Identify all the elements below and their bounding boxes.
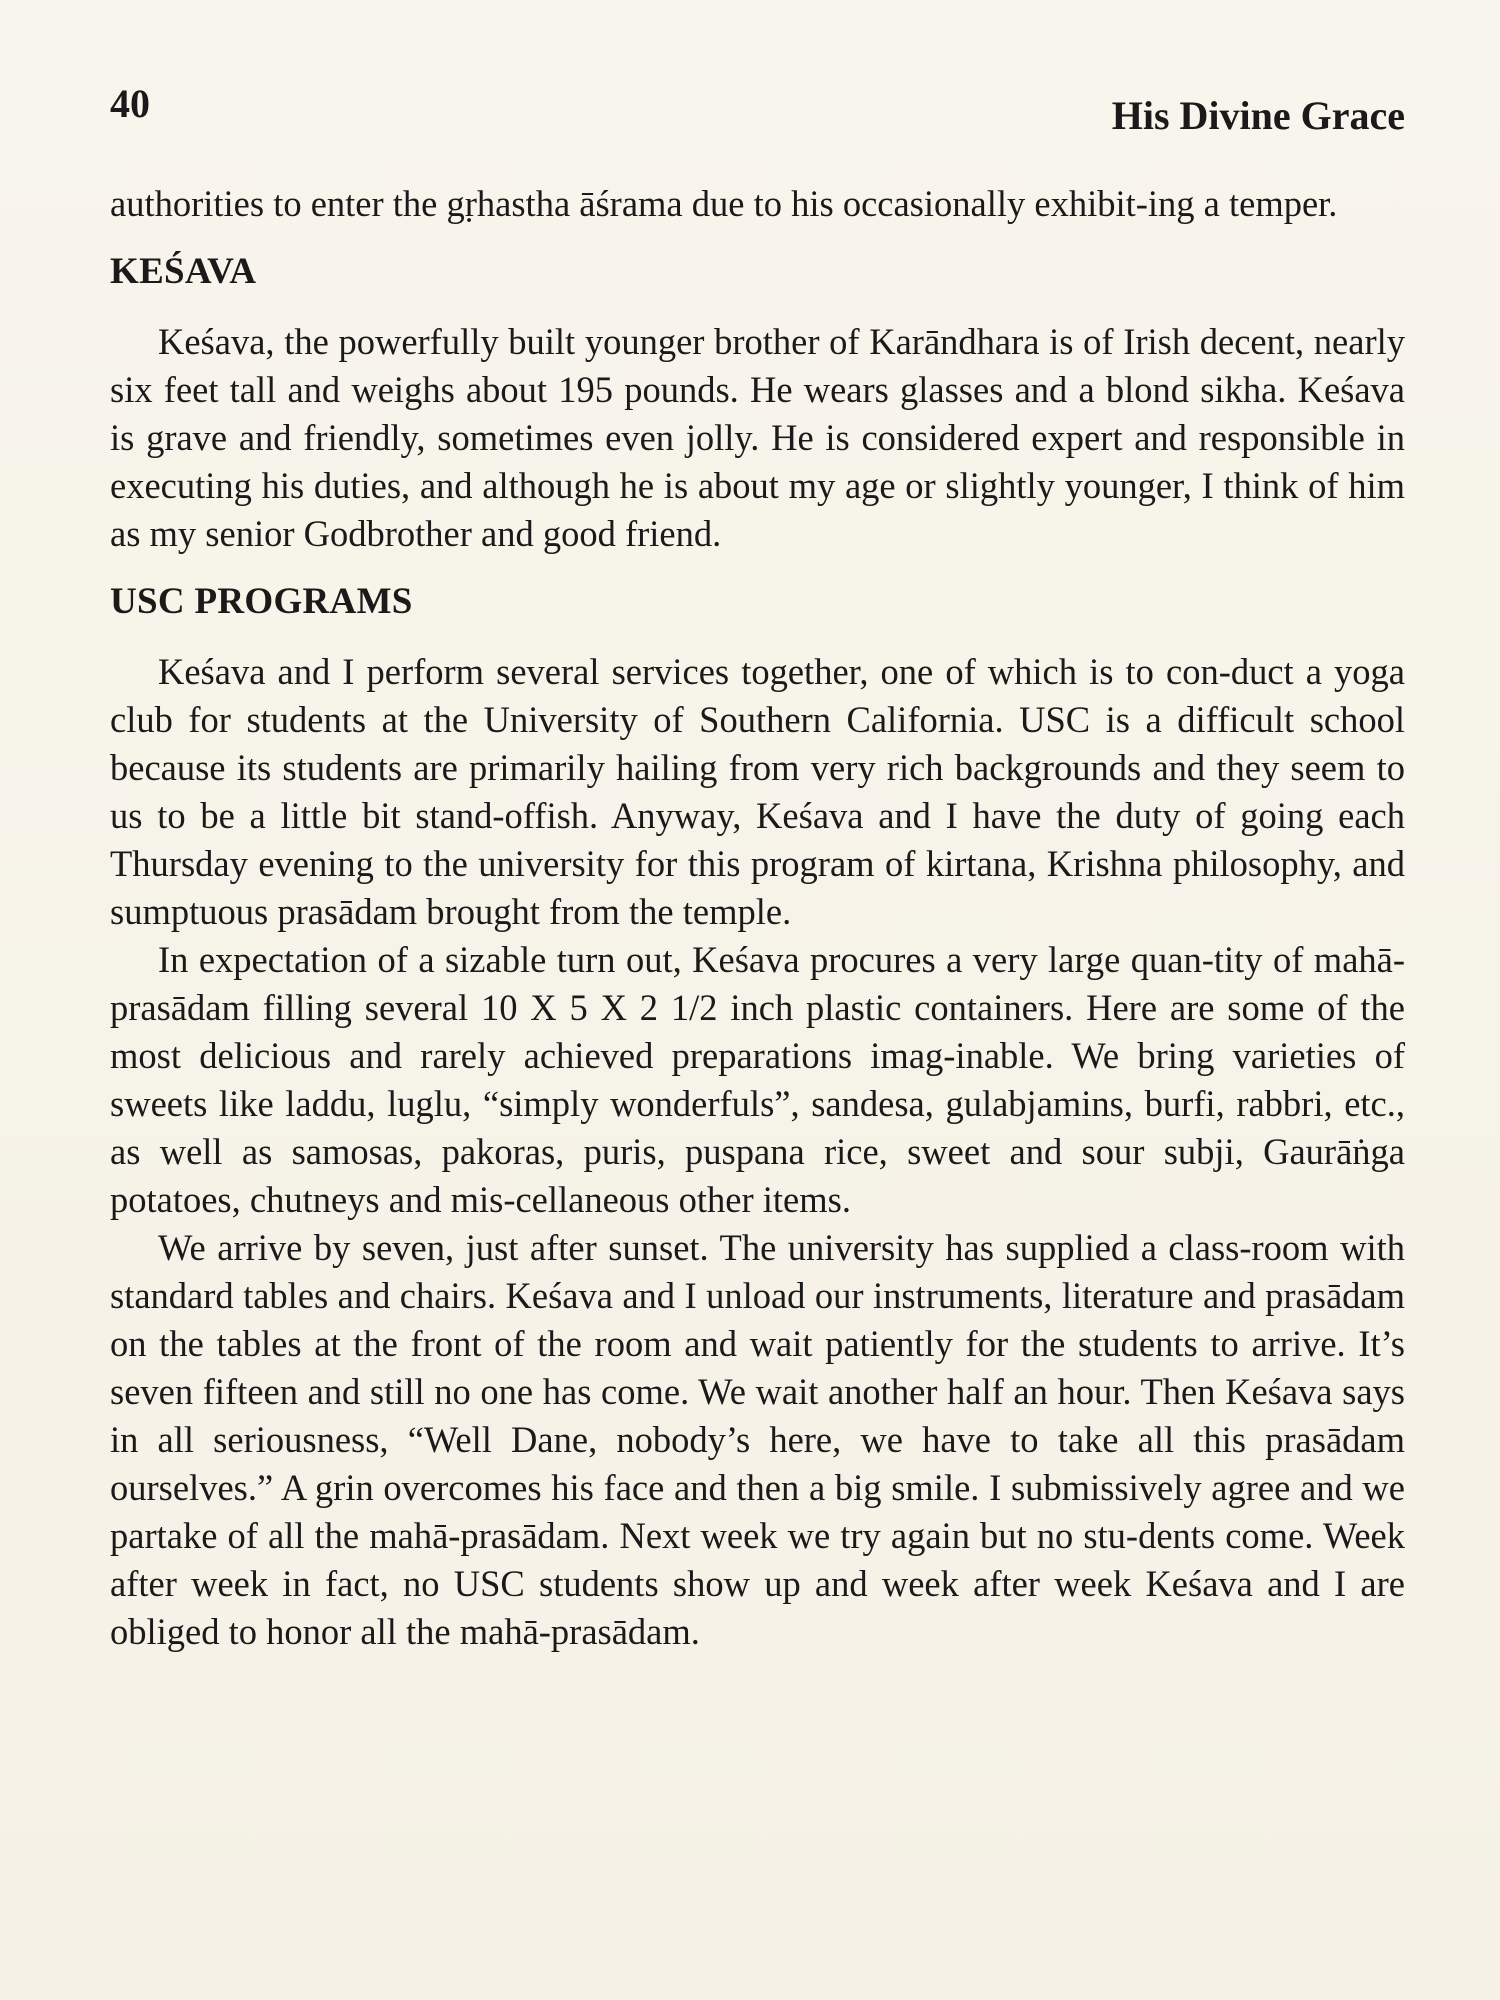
section-heading-usc-programs: USC PROGRAMS: [110, 581, 413, 622]
page-body: [110, 180, 1405, 1656]
running-head: His Divine Grace: [1111, 93, 1405, 138]
paragraph-usc-3: We arrive by seven, just after sunset. The university has supplied a class-room with standard tables and chairs. Keśava and I unload our instruments, literature and prasādam on the tables at the front of the room and wait patiently for the students to arrive. It’s seven fifteen and still no one has come. We wait another half an hour. Then Keśava says in all seriousness, “Well Dane, nobody’s here, we have to take all this prasādam ourselves.” A grin overcomes his face and then a big smile. I submissively agree and we partake of all the mahā-prasādam. Next week we try again but no stu-dents come. Week after week in fact, no USC students show up and week after week Keśava and I are obliged to honor all the mahā-prasādam.: [110, 1227, 1405, 1652]
paragraph-usc-1: Keśava and I perform several services together, one of which is to con-duct a yoga club for students at the University of Southern California. USC is a difficult school because its students are primarily hailing from very rich backgrounds and they seem to us to be a little bit stand-offish. Anyway, Keśava and I have the duty of going each Thursday evening to the university for this program of kirtana, Krishna philosophy, and sumptuous prasādam brought from the temple.: [110, 651, 1405, 932]
paragraph-intro: authorities to enter the gṛhastha āśrama due to his occasionally exhibit-ing a temper.: [110, 183, 1338, 224]
section-heading-kesava: KEŚAVA: [110, 251, 257, 292]
paragraph-kesava: Keśava, the powerfully built younger brother of Karāndhara is of Irish decent, nearly six feet tall and weighs about 195 pounds. He wears glasses and a blond sikha. Keśava is grave and friendly, sometimes even jolly. He is considered expert and responsible in executing his duties, and although he is about my age or slightly younger, I think of him as my senior Godbrother and good friend.: [110, 321, 1405, 554]
paragraph-usc-2: In expectation of a sizable turn out, Keśava procures a very large quan-tity of mahā-prasādam filling several 10 X 5 X 2 1/2 inch plastic containers. Here are some of the most delicious and rarely achieved preparations imag-inable. We bring varieties of sweets like laddu, luglu, “simply wonderfuls”, sandesa, gulabjamins, burfi, rabbri, etc., as well as samosas, pakoras, puris, puspana rice, sweet and sour subji, Gaurāṅga potatoes, chutneys and mis-cellaneous other items.: [110, 939, 1405, 1220]
page-number: 40: [110, 81, 150, 126]
page-header: [110, 70, 1405, 138]
